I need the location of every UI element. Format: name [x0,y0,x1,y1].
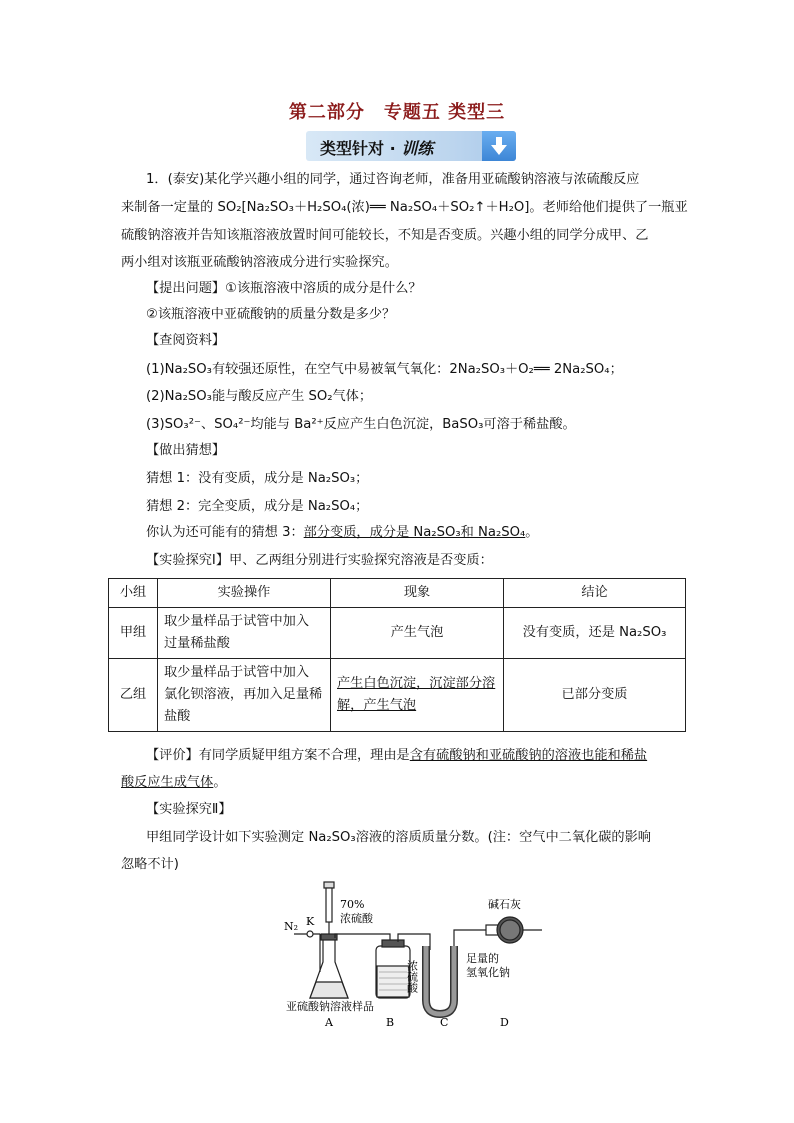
row2-phenomenon [331,659,504,732]
label-acid-name: 浓硫酸 [340,912,373,925]
evaluation-line-1 [146,746,647,766]
row1-group: 甲组 [109,608,158,659]
row2-op-line1: 取少量样品于试管中加入 [164,665,310,680]
guess-2: 猜想 2：完全变质，成分是 Na₂SO₄； [146,499,369,514]
banner-italic-text: 训练 [401,139,434,158]
table-row [109,608,686,659]
evaluation-prefix: 【评价】有同学质疑甲组方案不合理，理由是 [146,748,410,763]
row2-conclusion: 已部分变质 [504,659,686,732]
evaluation-end: 。 [213,775,227,790]
experiment-table [108,578,686,732]
header-conclusion: 结论 [504,579,686,608]
guess-3-end: 。 [525,525,539,540]
experiment-2-line-2: 忽略不计) [121,857,179,872]
raise-question: 【提出问题】①该瓶溶液中溶质的成分是什么？ [146,281,422,296]
reference-2: (2)Na₂SO₃能与酸反应产生 SO₂气体； [146,389,373,404]
row1-conclusion: 没有变质，还是 Na₂SO₃ [504,608,686,659]
apparatus-diagram [280,880,550,1030]
row1-phenomenon: 产生气泡 [331,608,504,659]
label-k: K [306,915,315,928]
question-line-3: 硫酸钠溶液并告知该瓶溶液放置时间可能较长，不知是否变质。兴趣小组的同学分成甲、乙 [121,228,649,243]
lookup-heading: 【查阅资料】 [146,333,226,348]
header-group: 小组 [109,579,158,608]
label-d: D [500,1016,509,1029]
raise-question-2: ②该瓶溶液中亚硫酸钠的质量分数是多少？ [146,307,396,322]
label-conc-acid: 浓硫酸 [405,960,419,993]
label-acid-pct: 70% [340,898,365,911]
row2-op-line2: 氯化钡溶液，再加入足量稀 [164,687,323,702]
experiment-1-heading: 【实验探究Ⅰ】甲、乙两组分别进行实验探究溶液是否变质： [146,553,493,568]
row1-operation [158,608,331,659]
label-naoh-1: 足量的 [466,952,499,965]
label-n2: N₂ [284,920,299,933]
row2-op-line3: 盐酸 [164,709,191,724]
banner-text [320,136,433,159]
down-arrow-button[interactable] [482,131,516,161]
row1-op-line1: 取少量样品于试管中加入 [164,614,310,629]
header-phenomenon: 现象 [331,579,504,608]
experiment-2-line-1: 甲组同学设计如下实验测定 Na₂SO₃溶液的溶质质量分数。(注：空气中二氧化碳的影响 [146,830,651,845]
label-sample: 亚硫酸钠溶液样品 [286,1000,374,1013]
guess-heading: 【做出猜想】 [146,443,226,458]
table-header-row [109,579,686,608]
guess-3-prefix: 你认为还可能有的猜想 3： [146,525,304,540]
table-row [109,659,686,732]
apparatus-figure [280,880,550,1030]
header-operation: 实验操作 [158,579,331,608]
banner-main-text: 类型针对 · [320,139,402,158]
label-c: C [440,1016,449,1029]
label-a: A [325,1016,333,1029]
row1-op-line2: 过量稀盐酸 [164,636,230,651]
section-banner [306,131,516,161]
question-line-1: 1．(泰安)某化学兴趣小组的同学，通过咨询老师，准备用亚硫酸钠溶液与浓硫酸反应 [146,172,640,187]
row2-phen-line2: 解，产生气泡 [337,698,417,713]
guess-3 [146,523,538,543]
experiment-2-heading: 【实验探究Ⅱ】 [146,802,232,817]
down-arrow-icon [491,137,507,155]
row2-phen-line1: 产生白色沉淀，沉淀部分溶 [337,676,496,691]
row2-operation [158,659,331,732]
evaluation-answer-1: 含有硫酸钠和亚硫酸钠的溶液也能和稀盐 [409,748,648,763]
evaluation-line-2 [121,773,227,793]
label-naoh-2: 氢氧化钠 [466,966,510,979]
question-line-2: 来制备一定量的 SO₂[Na₂SO₃＋H₂SO₄(浓)══ Na₂SO₄＋SO₂↑＋H₂O]。老师给他们提供了一瓶亚 [121,200,688,215]
row2-group: 乙组 [109,659,158,732]
reference-1: (1)Na₂SO₃有较强还原性，在空气中易被氧气氧化：2Na₂SO₃＋O₂══ 2Na₂SO₄； [146,362,623,377]
question-line-4: 两小组对该瓶亚硫酸钠溶液成分进行实验探究。 [121,255,398,270]
label-soda-lime: 碱石灰 [488,898,521,911]
page-title: 第二部分 专题五 类型三 [288,102,506,123]
guess-3-answer: 部分变质，成分是 Na₂SO₃和 Na₂SO₄ [303,525,526,540]
reference-3: (3)SO₃²⁻、SO₄²⁻均能与 Ba²⁺反应产生白色沉淀，BaSO₃可溶于稀盐酸。 [146,417,576,432]
label-b: B [386,1016,395,1029]
evaluation-answer-2: 酸反应生成气体 [121,775,214,790]
guess-1: 猜想 1：没有变质，成分是 Na₂SO₃； [146,471,369,486]
